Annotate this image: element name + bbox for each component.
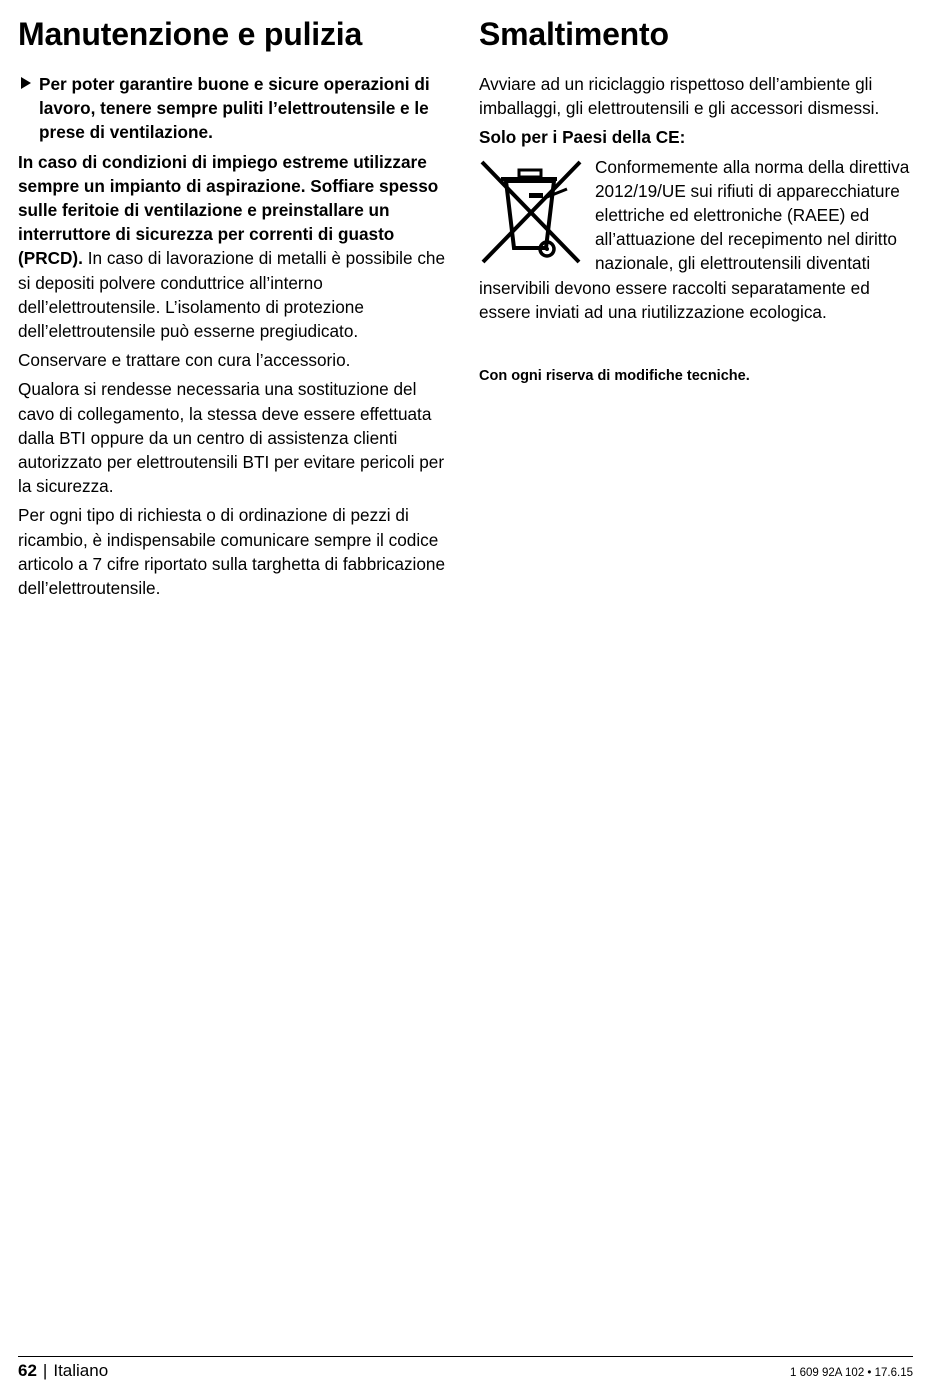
maintenance-title: Manutenzione e pulizia xyxy=(18,16,363,52)
page-number: 62 xyxy=(18,1361,37,1380)
bullet-arrow-icon xyxy=(21,77,31,89)
disposal-intro-paragraph: Avviare ad un riciclaggio rispettoso dell’ambiente gli imballaggi, gli elettroutensili e gli accessori dismessi. xyxy=(479,74,880,119)
crossed-out-wheelie-bin-icon xyxy=(479,159,583,271)
maintenance-section xyxy=(18,14,454,605)
footer-separator: | xyxy=(42,1361,48,1380)
weee-block xyxy=(479,155,915,324)
cable-replacement-paragraph: Qualora si rendesse necessaria una sostituzione del cavo di collegamento, la stessa deve essere effettuata dalla BTI oppure da un centro di assistenza clienti autorizzato per elettroutensili BTI per evitare pericoli per la sicurezza. xyxy=(18,379,445,497)
footer-language: Italiano xyxy=(53,1361,109,1380)
cleaning-bullet-text: Per poter garantire buone e sicure operazioni di lavoro, tenere sempre puliti l’elettroutensile e le prese di ventilazione. xyxy=(39,74,430,143)
footer-doc-code: 1 609 92A 102 • 17.6.15 xyxy=(790,1367,913,1379)
technical-changes-notice: Con ogni riserva di modifiche tecniche. xyxy=(479,368,750,385)
footer-page-info xyxy=(18,1360,108,1382)
extreme-conditions-bold-text: In caso di condizioni di impiego estreme utilizzare sempre un impianto di aspirazione. Soffiare spesso sulle feritoie di ventilazione e preinstallare un interruttore di sicurezza per correnti di guasto (PRCD). xyxy=(18,151,439,269)
footer-divider xyxy=(18,1356,913,1357)
disposal-title: Smaltimento xyxy=(479,16,669,52)
disposal-section xyxy=(479,14,915,393)
extreme-conditions-paragraph xyxy=(18,150,454,344)
weee-directive-text: Conformemente alla norma della direttiva 2012/19/UE sui rifiuti di apparecchiature elettriche ed elettroniche (RAEE) ed all’attuazione del recepimento nel diritto nazionale, gli elettroutensili diventati inservibili devono essere raccolti separatamente ed essere inviati ad una riutilizzazione ecologica. xyxy=(479,156,910,322)
accessory-paragraph: Conservare e trattare con cura l’accessorio. xyxy=(18,350,351,371)
ce-heading: Solo per i Paesi della CE: xyxy=(479,127,686,148)
spare-parts-paragraph: Per ogni tipo di richiesta o di ordinazione di pezzi di ricambio, è indispensabile comunicare sempre il codice articolo a 7 cifre riportato sulla targhetta di fabbricazione dell’elettroutensile. xyxy=(18,505,446,599)
cleaning-bullet xyxy=(18,72,454,145)
extreme-conditions-text: In caso di lavorazione di metalli è possibile che si depositi polvere conduttrice all’interno dell’elettroutensile. L’isolamento di protezione dell’elettroutensile può esserne pregiudicato. xyxy=(18,248,446,342)
